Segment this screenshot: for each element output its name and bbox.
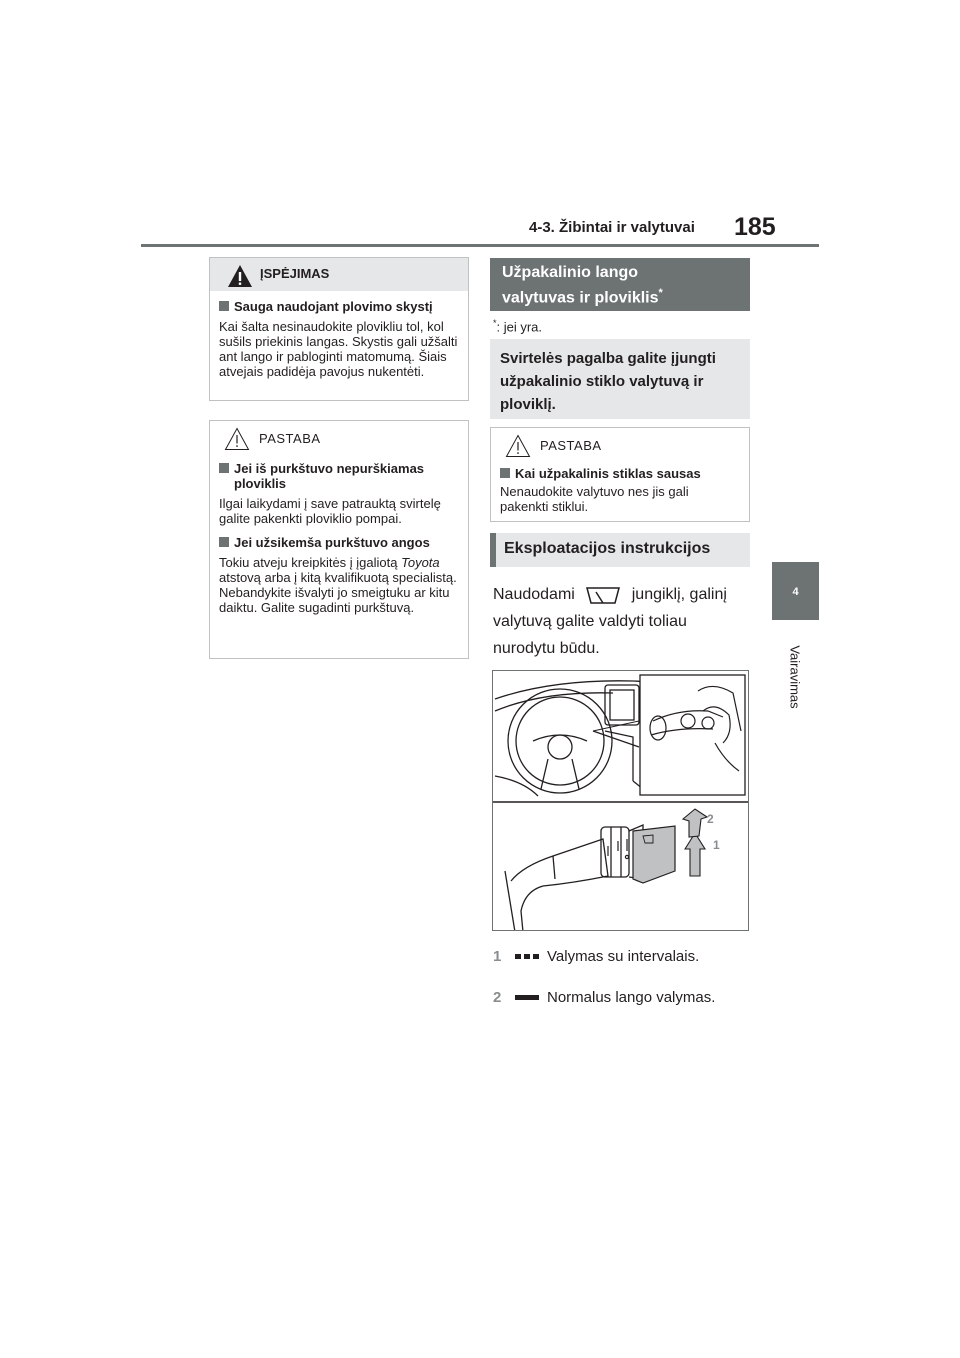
footnote-mark: * [493, 318, 497, 328]
title-mark: * [658, 287, 663, 299]
callout-1: 1 [713, 838, 720, 852]
intermittent-wipe-icon [515, 952, 539, 962]
notice-title: PASTABA [259, 431, 321, 446]
instructions-heading: Eksploatacijos instrukcijos [490, 533, 750, 567]
warning-icon [227, 264, 253, 288]
bullet-square-icon [219, 301, 229, 311]
rear-wiper-icon [583, 584, 623, 606]
warning-header [210, 258, 468, 291]
notice-item2-text-post: atstovą arba į kitą kvalifikuotą specialistą. [219, 570, 457, 585]
caution-icon [505, 434, 531, 458]
bullet-square-icon [500, 468, 510, 478]
notice-right-header [491, 428, 749, 466]
notice-header [210, 421, 468, 459]
continuous-wipe-icon [515, 993, 539, 1003]
notice-item2-heading-text: Jei užsikemša purkštuvo angos [234, 535, 430, 550]
section-title-bar [490, 258, 750, 311]
legend-item-2 [493, 989, 715, 1006]
title-line2 [502, 283, 738, 308]
notice-item2-text2: Nebandykite išvalyti jo smeigtuku ar kitu daiktu. Galite sugadinti purkštuvą. [219, 585, 450, 615]
bullet-square-icon [219, 463, 229, 473]
warning-title: ĮSPĖJIMAS [260, 266, 330, 281]
notice-item1-heading-text: Jei iš purkštuvo nepurškiamas ploviklis [234, 461, 425, 491]
notice-item2-text [219, 555, 459, 585]
title-line2-text: valytuvas ir ploviklis [502, 289, 659, 307]
title-line1: Užpakalinio lango [502, 264, 639, 281]
header-rule [141, 244, 819, 247]
brand-name: Toyota [401, 555, 440, 570]
caution-icon [224, 427, 250, 451]
notice-item2-heading [219, 535, 459, 550]
page-number: 185 [734, 213, 776, 241]
footnote [493, 318, 542, 334]
notice-item2-text-pre: Tokiu atveju kreipkitės į įgaliotą [219, 555, 402, 570]
chapter-label [780, 632, 810, 722]
instructions-text [493, 581, 743, 662]
illustration-drawing [493, 671, 749, 931]
notice-item1-text: Ilgai laikydami į save patrauktą svirtelę galite pakenkti ploviklio pompai. [219, 496, 441, 526]
footnote-text: : jei yra. [496, 319, 543, 335]
legend-text: Normalus lango valymas. [547, 989, 716, 1006]
notice-right-heading-text: Kai užpakalinis stiklas sausas [515, 466, 701, 481]
warning-text: Kai šalta nesinaudokite plovikliu tol, kol sušils priekinis langas. Skystis gali užšalti ant lango ir pabloginti matomumą. Šiais atvejais padidėja pavojus nukentėti. [219, 319, 458, 379]
callout-2: 2 [707, 812, 714, 826]
legend-item-1 [493, 948, 699, 965]
notice-right-heading [500, 466, 740, 481]
instructions-text-pre: Naudodami [493, 586, 575, 603]
instructions-text-post: jungiklį, galinį valytuvą galite valdyti toliau nurodytu būdu. [493, 586, 727, 657]
legend-text: Valymas su intervalais. [547, 948, 700, 965]
notice-box-right [490, 427, 750, 522]
notice-box-left [209, 420, 469, 659]
lead-text: Svirtelės pagalba galite įjungti užpakalinio stiklo valytuvą ir ploviklį. [490, 339, 750, 419]
wiper-lever-illustration [492, 670, 749, 931]
notice-right-title: PASTABA [540, 438, 602, 453]
notice-right-body [491, 466, 749, 523]
warning-subheading-text: Sauga naudojant plovimo skystį [234, 299, 433, 314]
chapter-label-text: Vairavimas [787, 645, 803, 709]
legend-number: 2 [493, 989, 502, 1006]
warning-box [209, 257, 469, 401]
section-title: 4-3. Žibintai ir valytuvai [529, 219, 695, 236]
warning-subheading [219, 299, 459, 314]
notice-body [210, 459, 468, 624]
warning-body [210, 291, 468, 387]
notice-right-text: Nenaudokite valytuvo nes jis gali pakenkti stiklui. [500, 484, 689, 514]
notice-item1-heading [219, 461, 459, 491]
chapter-tab: 4 [772, 562, 819, 620]
legend-number: 1 [493, 948, 502, 965]
bullet-square-icon [219, 537, 229, 547]
